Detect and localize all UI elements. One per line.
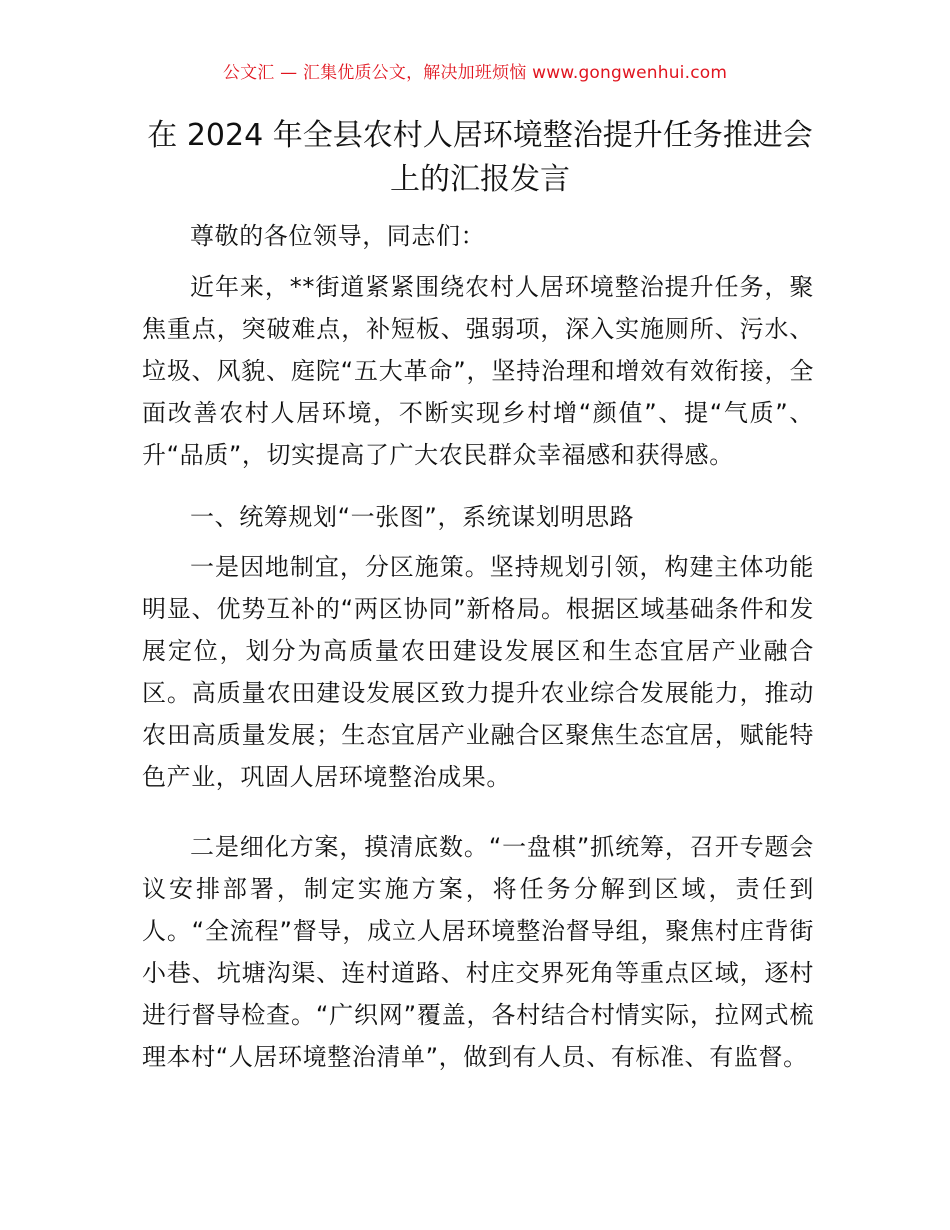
paragraph-text: 一是因地制宜，分区施策。坚持规划引领，构建主体功能明显、优势互补的“两区协同”新格局。根据区域基础条件和发展定位，划分为高质量农田建设发展区和生态宜居产业融合区。高质量农田建设发展区致力提升农业综合发展能力，推动农田高质量发展；生态宜居产业融合区聚焦生态宜居，赋能特色产业，巩固人居环境整治成果。: [142, 553, 814, 791]
site-banner: 公文汇 — 汇集优质公文，解决加班烦恼 www.gongwenhui.com: [222, 63, 728, 83]
paragraph-second-point: [142, 826, 814, 1078]
section-heading-text: 一、统筹规划“一张图”，系统谋划明思路: [190, 503, 635, 531]
document-title: 在 2024 年全县农村人居环境整治提升任务推进会上的汇报发言: [147, 118, 813, 197]
section-heading-1: [142, 496, 814, 538]
paragraph-text: 近年来，**街道紧紧围绕农村人居环境整治提升任务，聚焦重点，突破难点，补短板、强弱项，深入实施厕所、污水、垃圾、风貌、庭院“五大革命”，坚持治理和增效有效衔接，全面改善农村人居环境，不断实现乡村增“颜值”、提“气质”、升“品质”，切实提高了广大农民群众幸福感和获得感。: [142, 273, 814, 469]
paragraph-intro: [142, 266, 814, 476]
salutation: 尊敬的各位领导，同志们：: [190, 222, 486, 250]
paragraph-text: 二是细化方案，摸清底数。“一盘棋”抓统筹，召开专题会议安排部署，制定实施方案，将任务分解到区域，责任到人。“全流程”督导，成立人居环境整治督导组，聚焦村庄背街小巷、坑塘沟渠、连村道路、村庄交界死角等重点区域，逐村进行督导检查。“广织网”覆盖，各村结合村情实际，拉网式梳理本村“人居环境整治清单”，做到有人员、有标准、有监督。: [142, 833, 814, 1071]
paragraph-first-point: [142, 546, 814, 798]
